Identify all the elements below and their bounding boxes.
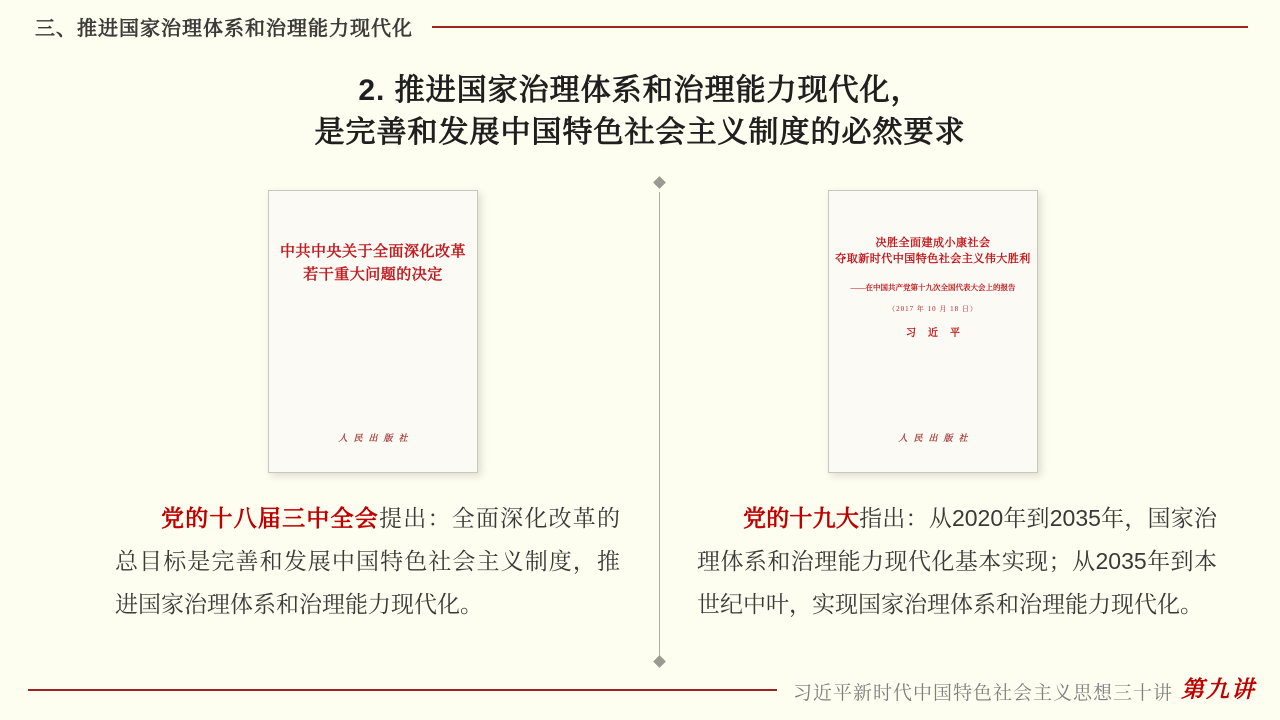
book-title	[829, 235, 1037, 267]
left-paragraph	[115, 497, 620, 626]
divider-diamond-top-icon	[653, 176, 666, 189]
right-paragraph	[697, 497, 1217, 626]
left-paragraph-body: 提出：全面深化改革的总目标是完善和发展中国特色社会主义制度，推进国家治理体系和治理能力现代化。	[115, 505, 621, 617]
book-title-line1: 决胜全面建成小康社会	[875, 237, 991, 249]
book-subtitle: ——在中国共产党第十九次全国代表大会上的报告	[850, 283, 1016, 292]
book-title-line1: 中共中央关于全面深化改革	[279, 244, 466, 260]
book-publisher: 人民出版社	[898, 433, 974, 443]
book-title	[269, 241, 477, 287]
right-paragraph-highlight: 党的十九大	[743, 505, 860, 531]
book-cover-18th-plenum-decision	[268, 190, 478, 473]
slide-title-line1: 2. 推进国家治理体系和治理能力现代化，	[358, 74, 922, 107]
right-paragraph-body: 指出：从2020年到2035年，国家治理体系和治理能力现代化基本实现；从2035年到本世纪中叶，实现国家治理体系和治理能力现代化。	[697, 505, 1217, 617]
book-title-line2: 若干重大问题的决定	[303, 267, 443, 283]
header-rule-line	[432, 26, 1248, 28]
footer-series-title: 习近平新时代中国特色社会主义思想三十讲	[793, 683, 1174, 704]
book-author: 习近平	[906, 328, 972, 339]
book-date: （2017 年 10 月 18 日）	[888, 305, 978, 313]
slide-title	[0, 70, 1280, 154]
slide-title-line2: 是完善和发展中国特色社会主义制度的必然要求	[314, 116, 966, 149]
divider-diamond-bottom-icon	[653, 655, 666, 668]
section-header: 三、推进国家治理体系和治理能力现代化	[35, 18, 413, 40]
book-title-line2: 夺取新时代中国特色社会主义伟大胜利	[835, 253, 1031, 265]
footer-lecture-badge: 第九讲	[1181, 677, 1256, 702]
book-publisher: 人民出版社	[338, 433, 414, 443]
left-paragraph-highlight: 党的十八届三中全会	[161, 505, 379, 531]
center-divider-line	[659, 192, 660, 658]
footer-rule-line	[28, 689, 777, 691]
book-cover-19th-congress-report	[828, 190, 1038, 473]
